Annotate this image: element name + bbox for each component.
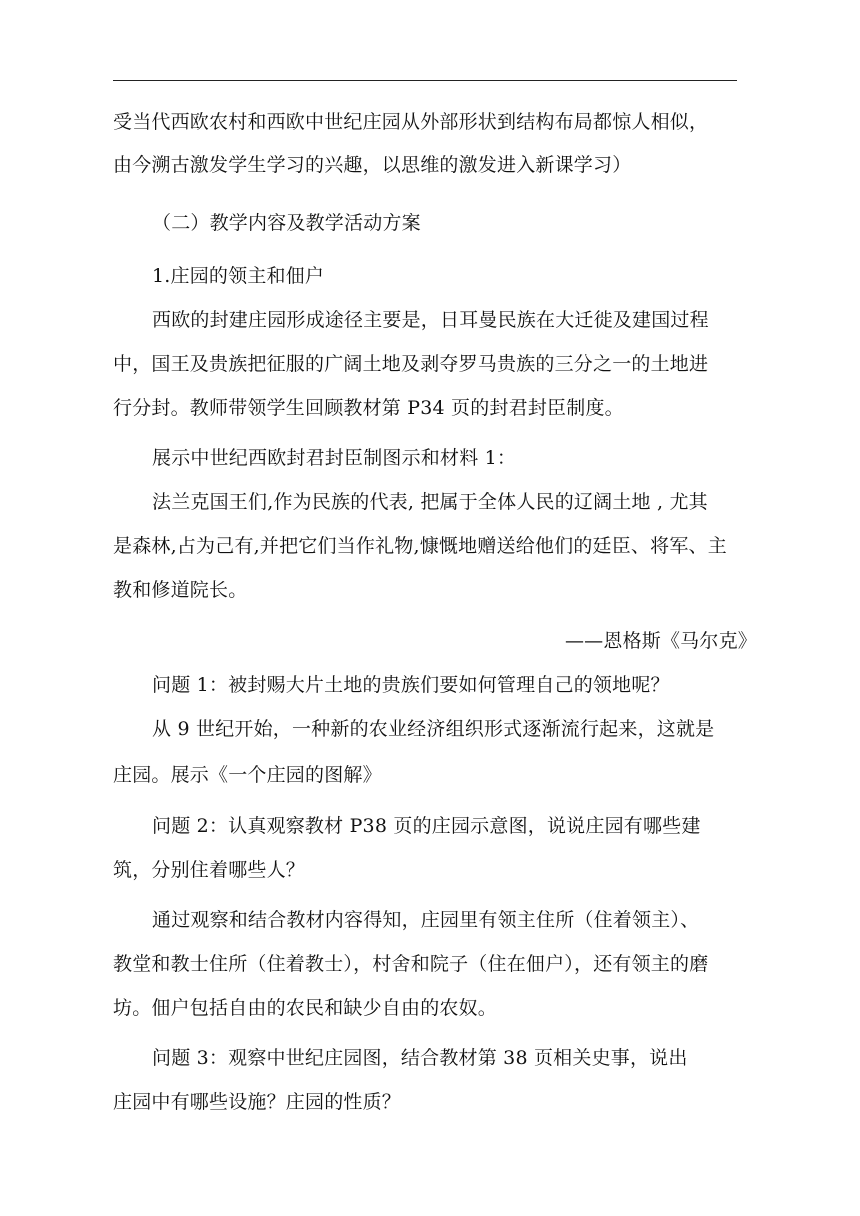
paragraph-line: 受当代西欧农村和西欧中世纪庄园从外部形状到结构布局都惊人相似，: [113, 111, 709, 133]
paragraph-line: 由今溯古激发学生学习的兴趣，以思维的激发进入新课学习）: [113, 154, 632, 176]
paragraph-line: 展示中世纪西欧封君封臣制图示和材料 1：: [152, 447, 517, 469]
question-line: 问题 2：认真观察教材 P38 页的庄园示意图，说说庄园有哪些建: [152, 815, 701, 837]
paragraph-line: 行分封。教师带领学生回顾教材第 P34 页的封君封臣制度。: [113, 397, 624, 419]
question-line: 问题 3：观察中世纪庄园图，结合教材第 38 页相关史事，说出: [152, 1047, 688, 1069]
subsection-heading: 1.庄园的领主和佃户: [152, 265, 325, 287]
quote-line: 法兰克国王们,作为民族的代表, 把属于全体人民的辽阔土地 , 尤其: [152, 491, 708, 513]
quote-line: 是森林,占为己有,并把它们当作礼物,慷慨地赠送给他们的廷臣、将军、主: [113, 535, 727, 557]
paragraph-line: 通过观察和结合教材内容得知，庄园里有领主住所（住着领主）、: [152, 909, 700, 931]
section-heading: （二）教学内容及教学活动方案: [152, 212, 421, 234]
question-line: 筑，分别住着哪些人？: [113, 859, 306, 881]
paragraph-line: 中，国王及贵族把征服的广阔土地及剥夺罗马贵族的三分之一的土地进: [113, 353, 709, 375]
paragraph-line: 庄园。展示《一个庄园的图解》: [113, 764, 382, 786]
question-line: 问题 1：被封赐大片土地的贵族们要如何管理自己的领地呢？: [152, 674, 670, 696]
header-rule: [113, 80, 737, 81]
paragraph-line: 从 9 世纪开始，一种新的农业经济组织形式逐渐流行起来，这就是: [152, 718, 715, 740]
paragraph-line: 坊。佃户包括自由的农民和缺少自由的农奴。: [113, 997, 498, 1019]
paragraph-line: 西欧的封建庄园形成途径主要是，日耳曼民族在大迁徙及建国过程: [152, 309, 709, 331]
question-line: 庄园中有哪些设施？庄园的性质？: [113, 1091, 402, 1113]
paragraph-line: 教堂和教士住所（住着教士），村舍和院子（住在佃户），还有领主的磨: [113, 953, 709, 975]
quote-attribution: ——恩格斯《马尔克》: [564, 630, 757, 652]
quote-line: 教和修道院长。: [113, 579, 248, 601]
